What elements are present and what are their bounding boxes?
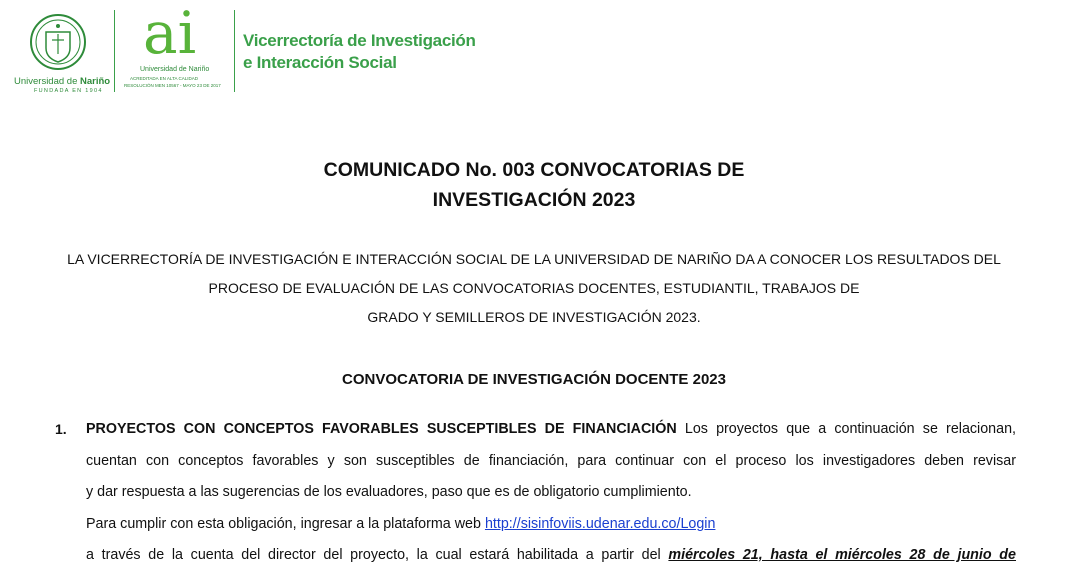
item-paragraph xyxy=(86,414,1016,572)
page-title: COMUNICADO No. 003 CONVOCATORIAS DE INVESTIGACIÓN 2023 xyxy=(323,159,745,211)
ai-logo-accreditation: ACREDITADA EN ALTA CALIDAD xyxy=(130,76,199,81)
intro-paragraph: LA VICERRECTORÍA DE INVESTIGACIÓN E INTERACCIÓN SOCIAL DE LA UNIVERSIDAD DE NARIÑO DA A CONOCER LOS RESULTADOS DEL PROCESO DE EVALUACIÓN DE LAS CONVOCATORIAS DOCENTES, ESTUDIANTIL, TRABAJOS DE GRADO Y SEMILLEROS DE INVESTIGACIÓN 2023. xyxy=(67,251,1001,325)
header-divider xyxy=(114,10,115,92)
paragraph-line: Para cumplir con esta obligación, ingresar a la plataforma web http://sisinfoviis.udenar.edu.co/Login xyxy=(86,515,716,532)
document-header xyxy=(0,0,1068,100)
ai-logo: ai xyxy=(143,0,197,67)
item-number: 1. xyxy=(55,421,67,437)
header-divider xyxy=(234,10,235,92)
paragraph-line: y dar respuesta a las sugerencias de los evaluadores, paso que es de obligatorio cumplimiento. xyxy=(86,484,692,500)
login-link[interactable]: http://sisinfoviis.udenar.edu.co/Login xyxy=(484,515,716,532)
vicerrectoria-title: Vicerrectoría de Investigación e Interacción Social xyxy=(243,31,476,72)
university-founded: FUNDADA EN 1904 xyxy=(34,88,103,94)
university-name: Universidad de Nariño xyxy=(14,76,111,87)
item-heading: PROYECTOS CON CONCEPTOS FAVORABLES SUSCEPTIBLES DE FINANCIACIÓN xyxy=(86,421,677,437)
ai-logo-university: Universidad de Nariño xyxy=(140,66,210,73)
paragraph-line: a través de la cuenta del director del proyecto, la cual estará habilitada a partir del miércoles 21, hasta el miércoles 28 de junio de xyxy=(86,547,1016,563)
ai-logo-resolution: RESOLUCIÓN MEN 10567 - MAYO 23 DE 2017 xyxy=(124,83,221,88)
paragraph-line: PROYECTOS CON CONCEPTOS FAVORABLES SUSCEPTIBLES DE FINANCIACIÓN Los proyectos que a continuación se relacionan, xyxy=(86,421,1016,437)
date-emphasis: miércoles 21, hasta el miércoles 28 de junio de xyxy=(668,547,1016,563)
university-seal-icon xyxy=(30,12,86,72)
section-title: CONVOCATORIA DE INVESTIGACIÓN DOCENTE 2023 xyxy=(342,371,726,388)
paragraph-line: cuentan con conceptos favorables y son susceptibles de financiación, para continuar con el proceso los investigadores deben revisar xyxy=(86,452,1016,469)
